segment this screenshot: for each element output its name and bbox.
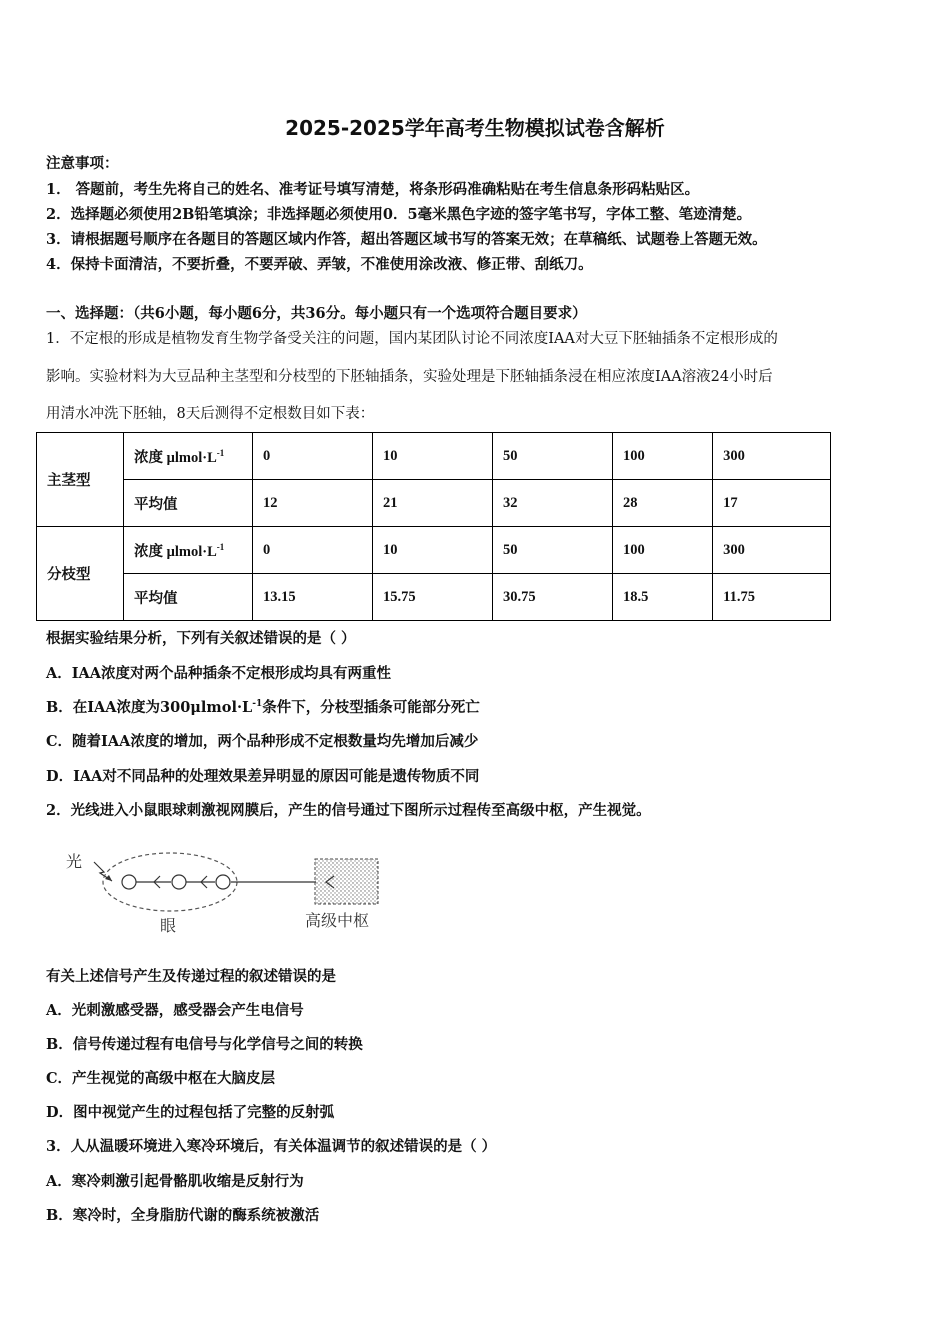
light-bolt-icon [94, 862, 112, 881]
q3-option-b: B．寒冷时，全身脂肪代谢的酶系统被激活 [46, 1207, 320, 1224]
conc-unit-sup: -1 [216, 447, 225, 458]
q3-stem: 3．人从温暖环境进入寒冷环境后，有关体温调节的叙述错误的是（ ） [46, 1138, 497, 1155]
q2-option-c: C．产生视觉的高级中枢在大脑皮层 [46, 1070, 276, 1087]
table-cell: 28 [613, 480, 713, 527]
table-cell: 100 [613, 527, 713, 574]
notice-item-4: 4．保持卡面清洁，不要折叠，不要弄破、弄皱，不准使用涂改液、修正带、刮纸刀。 [46, 256, 593, 273]
table-row [37, 527, 831, 574]
notice-heading: 注意事项： [46, 155, 119, 172]
table-cell: 12 [253, 480, 373, 527]
table-cell: 10 [373, 433, 493, 480]
conc-label: 浓度 μlmol·L [134, 449, 217, 466]
table-cell: 30.75 [493, 574, 613, 621]
table-cell: 18.5 [613, 574, 713, 621]
avg-label-cell: 平均值 [124, 480, 253, 527]
table-cell: 32 [493, 480, 613, 527]
higher-center-label: 高级中枢 [305, 911, 370, 930]
table-cell: 15.75 [373, 574, 493, 621]
visual-pathway-diagram [60, 842, 390, 942]
higher-center-box [315, 859, 378, 904]
notice-item-1: 1． 答题前，考生先将自己的姓名、准考证号填写清楚，将条形码准确粘贴在考生信息条形码粘贴区。 [46, 181, 700, 198]
q2-option-d: D．图中视觉产生的过程包括了完整的反射弧 [46, 1104, 335, 1121]
group-name-main-stem: 主茎型 [37, 433, 124, 527]
q1-data-table [36, 432, 831, 621]
q1-option-a: A．IAA浓度对两个品种插条不定根形成均具有两重性 [46, 665, 392, 682]
conc-label-cell [124, 433, 253, 480]
avg-label-cell: 平均值 [124, 574, 253, 621]
table-row [37, 480, 831, 527]
q3-option-a: A．寒冷刺激引起骨骼肌收缩是反射行为 [46, 1173, 304, 1190]
q2-question: 有关上述信号产生及传递过程的叙述错误的是 [46, 968, 336, 985]
eye-label: 眼 [160, 916, 177, 935]
table-cell: 100 [613, 433, 713, 480]
notice-item-2: 2．选择题必须使用2B铅笔填涂；非选择题必须使用0．5毫米黑色字迹的签字笔书写，字体工整、笔迹清楚。 [46, 206, 752, 223]
notice-item-3: 3．请根据题号顺序在各题目的答题区域内作答，超出答题区域书写的答案无效；在草稿纸、试题卷上答题无效。 [46, 231, 767, 248]
q1-option-b-pre: B．在IAA浓度为300μlmol·L [46, 699, 253, 716]
table-cell: 50 [493, 527, 613, 574]
section-heading: 一、选择题：（共6小题，每小题6分，共36分。每小题只有一个选项符合题目要求） [46, 305, 587, 322]
table-cell: 0 [253, 527, 373, 574]
table-cell: 13.15 [253, 574, 373, 621]
table-cell: 300 [713, 433, 831, 480]
conc-unit-sup: -1 [216, 541, 225, 552]
q1-stem-line-1: 1．不定根的形成是植物发育生物学备受关注的问题，国内某团队讨论不同浓度IAA对大豆下胚轴插条不定根形成的 [46, 331, 778, 347]
neuron-cell [172, 875, 186, 889]
group-name-branch: 分枝型 [37, 527, 124, 621]
table-row [37, 433, 831, 480]
conc-label: 浓度 μlmol·L [134, 543, 217, 560]
conc-label-cell [124, 527, 253, 574]
q1-stem-line-2: 影响。实验材料为大豆品种主茎型和分枝型的下胚轴插条，实验处理是下胚轴插条浸在相应浓度IAA溶液24小时后 [46, 369, 773, 385]
page-title: 2025-2025学年高考生物模拟试卷含解析 [285, 116, 665, 140]
q1-option-b [46, 696, 480, 717]
q2-option-a: A．光刺激感受器，感受器会产生电信号 [46, 1002, 304, 1019]
table-cell: 50 [493, 433, 613, 480]
table-cell: 21 [373, 480, 493, 527]
table-cell: 10 [373, 527, 493, 574]
q1-option-b-post: 条件下，分枝型插条可能部分死亡 [262, 699, 480, 716]
q2-stem: 2．光线进入小鼠眼球刺激视网膜后，产生的信号通过下图所示过程传至高级中枢，产生视觉。 [46, 802, 651, 819]
q2-option-b: B．信号传递过程有电信号与化学信号之间的转换 [46, 1036, 363, 1053]
neuron-cell [216, 875, 230, 889]
table-cell: 300 [713, 527, 831, 574]
q1-option-b-sup: -1 [252, 699, 263, 710]
table-cell: 0 [253, 433, 373, 480]
q1-question: 根据实验结果分析，下列有关叙述错误的是（ ） [46, 630, 356, 647]
neuron-cell [122, 875, 136, 889]
q1-stem-line-3: 用清水冲洗下胚轴，8天后测得不定根数目如下表： [46, 406, 375, 422]
q1-option-d: D．IAA对不同品种的处理效果差异明显的原因可能是遗传物质不同 [46, 768, 480, 785]
table-cell: 11.75 [713, 574, 831, 621]
light-label: 光 [66, 852, 83, 871]
q1-option-c: C．随着IAA浓度的增加，两个品种形成不定根数量均先增加后减少 [46, 733, 479, 750]
table-cell: 17 [713, 480, 831, 527]
table-row [37, 574, 831, 621]
